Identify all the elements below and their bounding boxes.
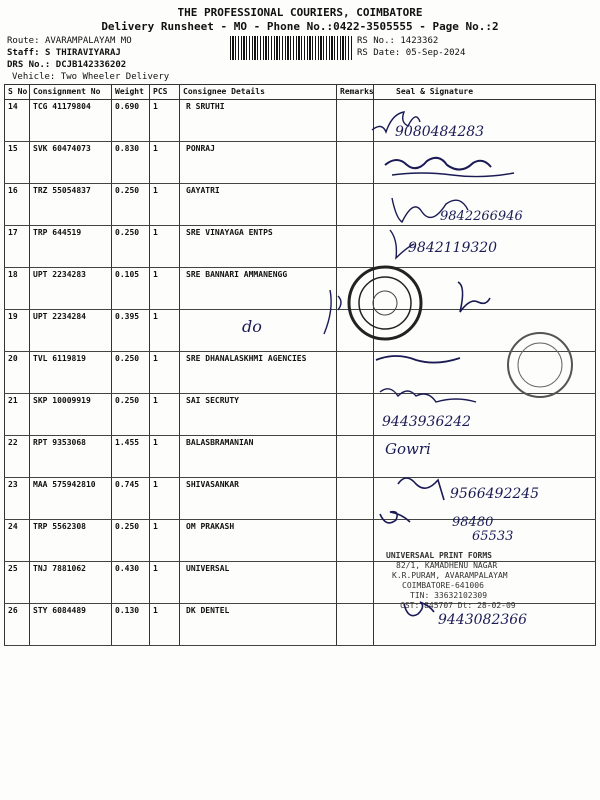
cell-signature: [374, 268, 596, 310]
cell-sno: 24: [5, 520, 30, 562]
delivery-table: [4, 84, 596, 646]
table-row: [5, 310, 596, 352]
rs-no-value: 1423362: [400, 36, 439, 46]
cell-consignment-no: STY 6084489: [30, 604, 112, 646]
table-row: [5, 352, 596, 394]
cell-consignee: PONRAJ: [180, 142, 337, 184]
rs-no-line: [357, 36, 438, 46]
cell-weight: 1.455: [112, 436, 150, 478]
cell-pcs: 1: [150, 478, 180, 520]
cell-consignee: GAYATRI: [180, 184, 337, 226]
cell-weight: 0.250: [112, 184, 150, 226]
cell-pcs: 1: [150, 352, 180, 394]
cell-weight: 0.745: [112, 478, 150, 520]
drs-label: DRS No.:: [7, 60, 51, 70]
table-row: [5, 394, 596, 436]
cell-weight: 0.130: [112, 604, 150, 646]
table-row: [5, 436, 596, 478]
cell-signature: [374, 520, 596, 562]
cell-consignee: R SRUTHI: [180, 100, 337, 142]
cell-weight: 0.690: [112, 100, 150, 142]
cell-sno: 15: [5, 142, 30, 184]
cell-weight: 0.250: [112, 352, 150, 394]
rs-no-label: RS No.:: [357, 36, 395, 46]
cell-remarks: [337, 184, 374, 226]
cell-signature: [374, 562, 596, 604]
handwritten-signature: Gowri: [385, 440, 431, 458]
company-title: THE PROFESSIONAL COURIERS, COIMBATORE: [177, 6, 423, 19]
table-row: [5, 520, 596, 562]
cell-consignee: SRE DHANALASKHMI AGENCIES: [180, 352, 337, 394]
table-row: [5, 142, 596, 184]
table-row: [5, 100, 596, 142]
cell-remarks: [337, 436, 374, 478]
cell-sno: 18: [5, 268, 30, 310]
rs-date-line: [357, 48, 465, 58]
cell-weight: 0.105: [112, 268, 150, 310]
cell-consignee: [180, 310, 337, 352]
cell-sno: 22: [5, 436, 30, 478]
cell-remarks: [337, 562, 374, 604]
stamp-line: TIN: 33632102309: [410, 591, 488, 600]
cell-pcs: 1: [150, 268, 180, 310]
cell-consignee: UNIVERSAL: [180, 562, 337, 604]
cell-sno: 17: [5, 226, 30, 268]
cell-signature: [374, 310, 596, 352]
cell-signature: [374, 142, 596, 184]
handwritten-phone: 9842266946: [440, 209, 523, 224]
cell-remarks: [337, 310, 374, 352]
cell-consignment-no: SKP 10009919: [30, 394, 112, 436]
staff-label: Staff:: [7, 48, 40, 58]
col-sno: S No: [5, 85, 30, 100]
cell-pcs: 1: [150, 100, 180, 142]
drs-value: DCJB142336202: [55, 60, 127, 70]
cell-sno: 14: [5, 100, 30, 142]
handwritten-phone: 9566492245: [450, 486, 540, 502]
drs-line: [7, 60, 126, 70]
cell-weight: 0.830: [112, 142, 150, 184]
table-row: [5, 562, 596, 604]
cell-remarks: [337, 268, 374, 310]
cell-signature: [374, 226, 596, 268]
cell-consignment-no: TCG 41179804: [30, 100, 112, 142]
staff-line: [7, 48, 121, 58]
cell-sno: 20: [5, 352, 30, 394]
handwritten-phone: 9080484283: [395, 124, 485, 140]
handwritten-phone: 9842119320: [408, 240, 498, 256]
cell-consignee: SRE VINAYAGA ENTPS: [180, 226, 337, 268]
cell-remarks: [337, 352, 374, 394]
cell-consignment-no: RPT 9353068: [30, 436, 112, 478]
cell-consignment-no: TRZ 55054837: [30, 184, 112, 226]
cell-consignment-no: SVK 60474073: [30, 142, 112, 184]
table-row: [5, 226, 596, 268]
cell-pcs: 1: [150, 310, 180, 352]
cell-consignee: BALASBRAMANIAN: [180, 436, 337, 478]
col-weight: Weight: [112, 85, 150, 100]
cell-pcs: 1: [150, 604, 180, 646]
cell-consignee: DK DENTEL: [180, 604, 337, 646]
table-header-row: [5, 85, 596, 100]
route-value: AVARAMPALAYAM MO: [44, 36, 132, 46]
rs-date-value: 05-Sep-2024: [405, 48, 466, 58]
cell-sno: 25: [5, 562, 30, 604]
cell-consignee: SRE BANNARI AMMANENGG: [180, 268, 337, 310]
table-row: [5, 268, 596, 310]
cell-sno: 19: [5, 310, 30, 352]
barcode-image: [230, 36, 352, 60]
cell-consignment-no: TVL 6119819: [30, 352, 112, 394]
handwritten-phone: 9443082366: [438, 612, 528, 628]
col-signature: Seal & Signature: [374, 85, 596, 100]
route-label: Route:: [7, 36, 40, 46]
cell-consignment-no: UPT 2234284: [30, 310, 112, 352]
cell-weight: 0.250: [112, 226, 150, 268]
cell-remarks: [337, 100, 374, 142]
rs-date-label: RS Date:: [357, 48, 401, 58]
table-row: [5, 478, 596, 520]
handwritten-phone: 9443936242: [382, 414, 472, 430]
cell-remarks: [337, 520, 374, 562]
cell-sno: 23: [5, 478, 30, 520]
cell-consignment-no: UPT 2234283: [30, 268, 112, 310]
cell-remarks: [337, 604, 374, 646]
cell-consignee: SAI SECRUTY: [180, 394, 337, 436]
cell-pcs: 1: [150, 394, 180, 436]
cell-pcs: 1: [150, 562, 180, 604]
cell-signature: [374, 100, 596, 142]
runsheet-subtitle: Delivery Runsheet - MO - Phone No.:0422-3505555 - Page No.:2: [101, 20, 499, 33]
cell-weight: 0.250: [112, 520, 150, 562]
handwritten-ditto: do: [242, 317, 262, 336]
col-pcs: PCS: [150, 85, 180, 100]
table-row: [5, 604, 596, 646]
handwritten-phone: 98480: [452, 515, 494, 530]
col-remarks: Remarks: [337, 85, 374, 100]
cell-signature: [374, 184, 596, 226]
cell-signature: [374, 394, 596, 436]
route-line: [7, 36, 132, 46]
cell-pcs: 1: [150, 184, 180, 226]
cell-sno: 16: [5, 184, 30, 226]
cell-weight: 0.250: [112, 394, 150, 436]
stamp-line: 82/1, KAMADHENU NAGAR: [396, 561, 498, 570]
cell-remarks: [337, 142, 374, 184]
handwritten-phone: 65533: [472, 529, 514, 544]
cell-sno: 21: [5, 394, 30, 436]
cell-weight: 0.430: [112, 562, 150, 604]
cell-signature: [374, 436, 596, 478]
stamp-line: K.R.PURAM, AVARAMPALAYAM: [392, 571, 508, 580]
col-consignment: Consignment No: [30, 85, 112, 100]
cell-pcs: 1: [150, 142, 180, 184]
cell-pcs: 1: [150, 226, 180, 268]
cell-remarks: [337, 226, 374, 268]
cell-consignment-no: TNJ 7881062: [30, 562, 112, 604]
vehicle-value: Two Wheeler Delivery: [60, 72, 170, 82]
cell-consignment-no: MAA 575942810: [30, 478, 112, 520]
vehicle-line: [12, 72, 169, 82]
vehicle-label: Vehicle:: [12, 72, 56, 82]
cell-pcs: 1: [150, 520, 180, 562]
stamp-line: CST: 845707 Dt: 28-02-09: [400, 601, 516, 610]
cell-consignee: SHIVASANKAR: [180, 478, 337, 520]
cell-signature: [374, 352, 596, 394]
cell-signature: [374, 478, 596, 520]
cell-consignee: OM PRAKASH: [180, 520, 337, 562]
stamp-line: COIMBATORE-641006: [402, 581, 484, 590]
table-row: [5, 184, 596, 226]
cell-sno: 26: [5, 604, 30, 646]
cell-consignment-no: TRP 5562308: [30, 520, 112, 562]
cell-remarks: [337, 394, 374, 436]
cell-weight: 0.395: [112, 310, 150, 352]
cell-consignment-no: TRP 644519: [30, 226, 112, 268]
col-consignee: Consignee Details: [180, 85, 337, 100]
stamp-line: UNIVERSAAL PRINT FORMS: [386, 551, 492, 560]
cell-signature: [374, 604, 596, 646]
cell-pcs: 1: [150, 436, 180, 478]
cell-remarks: [337, 478, 374, 520]
staff-value: S THIRAVIYARAJ: [44, 48, 121, 58]
